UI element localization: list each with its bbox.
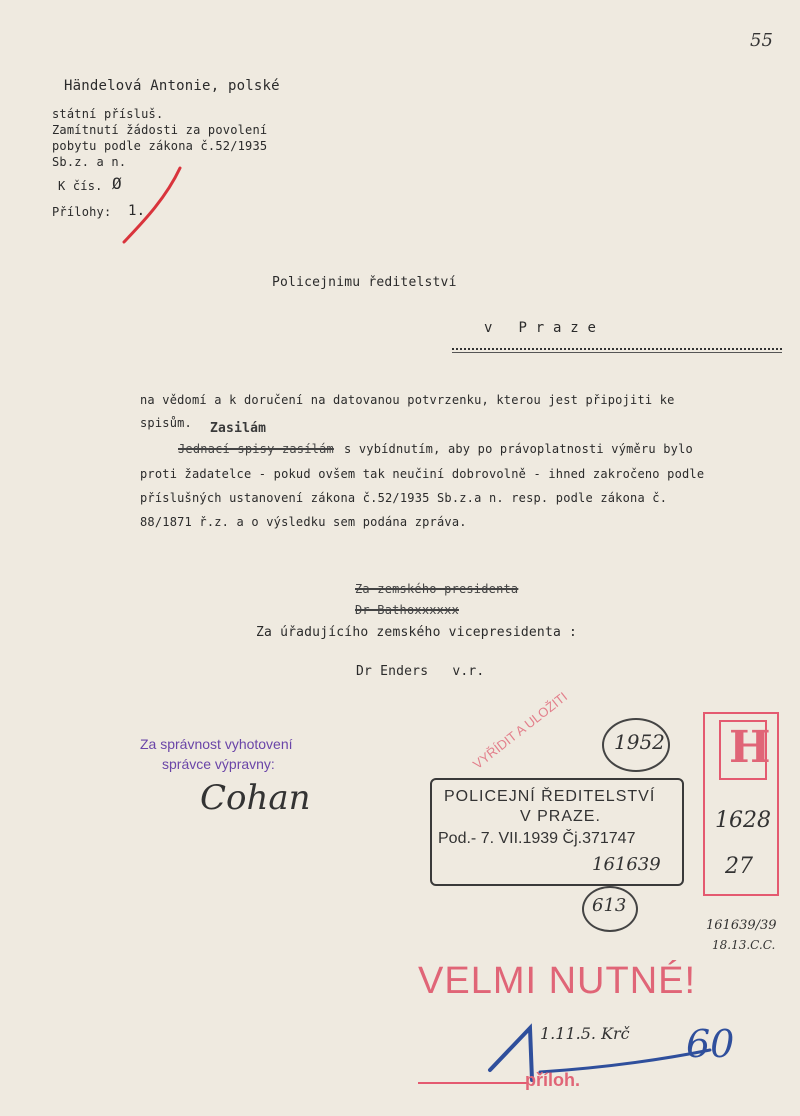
red-pencil-mark — [110, 160, 190, 250]
clerk-signature: Cohan — [200, 778, 311, 818]
struck-president: Za zemského presidenta — [355, 582, 519, 596]
body-line1: na vědomí a k doručení na datovanou potvrzenku, kterou jest připojiti ke — [140, 393, 675, 407]
diagonal-stamp: VYŘÍDIT A ULOŽITI — [470, 688, 571, 772]
correctness-stamp-line2: správce výpravny: — [162, 756, 275, 772]
body-line3: s vybídnutím, aby po právoplatnosti výměru bylo — [344, 442, 693, 456]
attach-value: 1. — [128, 203, 146, 219]
addressee-city: v P r a z e — [484, 320, 597, 336]
ref-value: Ø — [112, 174, 122, 193]
registry-num4: 18.13.C.C. — [712, 938, 776, 952]
body-line6: 88/1871 ř.z. a o výsledku sem podána zpráva. — [140, 515, 467, 529]
header-name: Händelová Antonie, polské — [64, 78, 280, 94]
address-underline-2 — [452, 352, 782, 353]
header-line4: pobytu podle zákona č.52/1935 — [52, 139, 268, 153]
police-stamp-line1: POLICEJNÍ ŘEDITELSTVÍ — [444, 788, 656, 805]
bottom-hand-note: 1.11.5. Krč — [540, 1024, 630, 1043]
body-line5: příslušných ustanovení zákona č.52/1935 Sb.z.a n. resp. podle zákona č. — [140, 491, 668, 505]
correctness-stamp-line1: Za správnost vyhotovení — [140, 736, 293, 752]
bottom-number: 60 — [686, 1022, 735, 1066]
body-line4: proti žadatelce - pokud ovšem tak neučiní dobrovolně - ihned zakročeno podle — [140, 467, 705, 481]
registry-box — [703, 712, 779, 896]
police-stamp-line2: V PRAZE. — [520, 808, 601, 825]
registry-num2: 27 — [725, 854, 753, 879]
body-line2: spisům. — [140, 416, 192, 430]
ref-label: K čís. — [58, 179, 103, 193]
addressee-name: Policejnimu ředitelství — [272, 275, 457, 290]
registry-letter: H — [729, 722, 771, 773]
attach-label: Přílohy: — [52, 205, 112, 219]
inserted-word: Zasilám — [210, 421, 267, 436]
registry-num1: 1628 — [715, 808, 771, 833]
circle-number-2: 613 — [592, 895, 627, 916]
signature-name: Dr Enders v.r. — [356, 664, 485, 679]
header-line5: Sb.z. a n. — [52, 155, 127, 169]
attachments-stamp: příloh. — [525, 1070, 580, 1090]
struck-phrase: Jednací spisy zasílám — [178, 442, 334, 456]
header-line2: státní přísluš. — [52, 107, 164, 121]
header-line3: Zamítnutí žádosti za povolení — [52, 123, 268, 137]
priloh-line — [418, 1082, 528, 1084]
struck-name: Dr Bathoxxxxxx — [355, 603, 459, 617]
address-underline — [452, 348, 782, 350]
circle-number-1: 1952 — [614, 730, 665, 754]
police-stamp-line3: Pod.- 7. VII.1939 Čj.371747 — [438, 830, 636, 847]
police-stamp-handwritten: 161639 — [592, 854, 661, 875]
urgent-stamp: VELMI NUTNÉ! — [418, 960, 697, 1002]
corner-number: 55 — [750, 30, 773, 51]
police-stamp — [430, 778, 684, 886]
signature-title: Za úřadujícího zemského vicepresidenta : — [256, 625, 578, 640]
registry-num3: 161639/39 — [706, 918, 777, 933]
